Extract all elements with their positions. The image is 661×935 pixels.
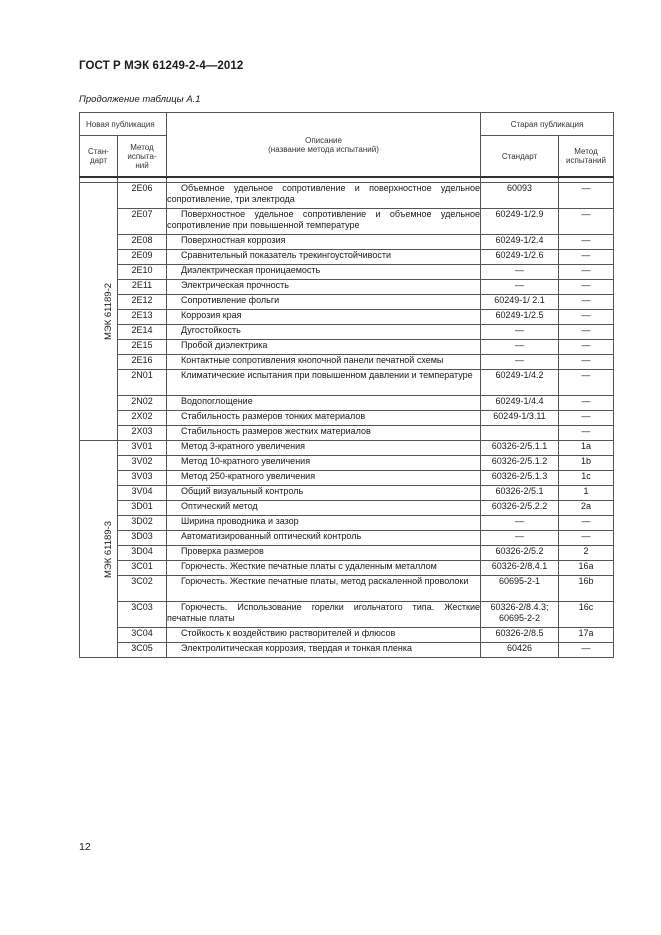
old-standard-cell: 60249-1/4.2: [481, 370, 559, 396]
table-row: [80, 456, 614, 471]
method-code-cell: 3V01: [118, 441, 167, 456]
table-row: [80, 295, 614, 310]
old-standard-cell: 60326-2/5.2.2: [481, 501, 559, 516]
description-cell: Дугостойкость: [167, 325, 481, 340]
old-standard-cell: 60426: [481, 643, 559, 658]
table-row: [80, 310, 614, 325]
description-cell: Пробой диэлектрика: [167, 340, 481, 355]
method-code-cell: 3C05: [118, 643, 167, 658]
method-code-cell: 2E09: [118, 250, 167, 265]
table-row: [80, 355, 614, 370]
old-method-cell: 2a: [559, 501, 614, 516]
old-method-cell: —: [559, 355, 614, 370]
description-cell: Контактные сопротивления кнопочной панели печатной схемы: [167, 355, 481, 370]
method-code-cell: 3D03: [118, 531, 167, 546]
description-cell: Диэлектрическая проницаемость: [167, 265, 481, 280]
description-cell: Стойкость к воздействию растворителей и флюсов: [167, 628, 481, 643]
group-standard-label: МЭК 61189-2: [103, 282, 115, 341]
old-method-cell: —: [559, 426, 614, 441]
old-method-cell: 16c: [559, 602, 614, 628]
description-cell: Метод 250-кратного увеличения: [167, 471, 481, 486]
method-code-cell: 3C03: [118, 602, 167, 628]
header-standard-new: Стан- дарт: [80, 136, 118, 178]
description-cell: Метод 10-кратного увеличения: [167, 456, 481, 471]
table-row: [80, 340, 614, 355]
group-standard-cell: [80, 183, 118, 441]
table-row: [80, 486, 614, 501]
table-row: [80, 280, 614, 295]
table-row: [80, 426, 614, 441]
old-standard-cell: 60695-2-1: [481, 576, 559, 602]
table-row: [80, 250, 614, 265]
method-code-cell: 3D02: [118, 516, 167, 531]
group-standard-cell: [80, 441, 118, 658]
old-standard-cell: 60326-2/5.1.3: [481, 471, 559, 486]
table-row: [80, 561, 614, 576]
description-cell: Метод 3-кратного увеличения: [167, 441, 481, 456]
table-row: [80, 396, 614, 411]
old-method-cell: —: [559, 411, 614, 426]
old-method-cell: —: [559, 643, 614, 658]
description-cell: Стабильность размеров тонких материалов: [167, 411, 481, 426]
method-code-cell: 2E08: [118, 235, 167, 250]
method-code-cell: 2N02: [118, 396, 167, 411]
old-standard-cell: 60326-2/5.1: [481, 486, 559, 501]
old-method-cell: —: [559, 325, 614, 340]
old-standard-cell: 60249-1/2.6: [481, 250, 559, 265]
method-code-cell: 3V03: [118, 471, 167, 486]
table-row: [80, 235, 614, 250]
old-standard-cell: —: [481, 280, 559, 295]
table-row: [80, 501, 614, 516]
old-method-cell: —: [559, 531, 614, 546]
old-method-cell: —: [559, 295, 614, 310]
description-cell: Коррозия края: [167, 310, 481, 325]
description-cell: Поверхностное удельное сопротивление и объемное удельное сопротивление при повышенной температуре: [167, 209, 481, 235]
table-row: [80, 209, 614, 235]
description-cell: Объемное удельное сопротивление и поверхностное удельное сопротивление, три электрода: [167, 183, 481, 209]
old-standard-cell: [481, 426, 559, 441]
old-method-cell: 16a: [559, 561, 614, 576]
table-row: [80, 576, 614, 602]
header-standard-old: Стандарт: [481, 136, 559, 178]
old-method-cell: —: [559, 235, 614, 250]
old-standard-cell: 60249-1/3.11: [481, 411, 559, 426]
old-method-cell: —: [559, 516, 614, 531]
page-number: 12: [79, 841, 91, 853]
method-code-cell: 2E16: [118, 355, 167, 370]
table-row: [80, 471, 614, 486]
method-code-cell: 2E14: [118, 325, 167, 340]
description-cell: Горючесть. Жесткие печатные платы, метод раскаленной проволоки: [167, 576, 481, 602]
table-row: [80, 183, 614, 209]
old-standard-cell: —: [481, 355, 559, 370]
method-code-cell: 2E07: [118, 209, 167, 235]
method-code-cell: 2X03: [118, 426, 167, 441]
method-code-cell: 2N01: [118, 370, 167, 396]
table-row: [80, 265, 614, 280]
table-row: [80, 441, 614, 456]
old-method-cell: —: [559, 265, 614, 280]
description-cell: Сравнительный показатель трекингоустойчивости: [167, 250, 481, 265]
old-standard-cell: —: [481, 340, 559, 355]
old-standard-cell: 60249-1/4.4: [481, 396, 559, 411]
description-cell: Сопротивление фольги: [167, 295, 481, 310]
old-method-cell: 1a: [559, 441, 614, 456]
old-method-cell: 1c: [559, 471, 614, 486]
method-code-cell: 2E12: [118, 295, 167, 310]
old-standard-cell: 60249-1/ 2.1: [481, 295, 559, 310]
old-standard-cell: 60249-1/2.4: [481, 235, 559, 250]
table-row: [80, 643, 614, 658]
description-cell: Горючесть. Использование горелки игольчатого типа. Жесткие печатные платы: [167, 602, 481, 628]
old-method-cell: —: [559, 183, 614, 209]
description-cell: Горючесть. Жесткие печатные платы с удаленным металлом: [167, 561, 481, 576]
old-standard-cell: —: [481, 265, 559, 280]
old-standard-cell: 60326-2/5.1.2: [481, 456, 559, 471]
old-method-cell: —: [559, 250, 614, 265]
old-method-cell: —: [559, 370, 614, 396]
method-code-cell: 3C01: [118, 561, 167, 576]
method-code-cell: 3C02: [118, 576, 167, 602]
table-row: [80, 325, 614, 340]
old-method-cell: —: [559, 310, 614, 325]
header-old-publication: Старая публикация: [481, 113, 614, 136]
old-method-cell: 1b: [559, 456, 614, 471]
old-standard-cell: —: [481, 531, 559, 546]
header-test-method-old: Метод испытаний: [559, 136, 614, 178]
old-standard-cell: 60326-2/5.2: [481, 546, 559, 561]
old-standard-cell: 60249-1/2.9: [481, 209, 559, 235]
table-row: [80, 628, 614, 643]
old-standard-cell: 60249-1/2.5: [481, 310, 559, 325]
method-code-cell: 2E06: [118, 183, 167, 209]
description-cell: Климатические испытания при повышенном давлении и температуре: [167, 370, 481, 396]
table-row: [80, 516, 614, 531]
description-cell: Стабильность размеров жестких материалов: [167, 426, 481, 441]
test-methods-table: [79, 112, 614, 658]
table-body: [80, 183, 614, 658]
method-code-cell: 3V02: [118, 456, 167, 471]
method-code-cell: 3D01: [118, 501, 167, 516]
old-standard-cell: 60326-2/8.4.3; 60695-2-2: [481, 602, 559, 628]
old-method-cell: —: [559, 280, 614, 295]
description-cell: Автоматизированный оптический контроль: [167, 531, 481, 546]
table-row: [80, 531, 614, 546]
old-method-cell: —: [559, 209, 614, 235]
description-cell: Электролитическая коррозия, твердая и тонкая пленка: [167, 643, 481, 658]
old-standard-cell: 60326-2/5.1.1: [481, 441, 559, 456]
table-row: [80, 370, 614, 396]
old-standard-cell: 60326-2/8.5: [481, 628, 559, 643]
old-method-cell: 17a: [559, 628, 614, 643]
header-description: Описание (название метода испытаний): [167, 113, 481, 178]
table-row: [80, 411, 614, 426]
method-code-cell: 2E10: [118, 265, 167, 280]
document-title: ГОСТ Р МЭК 61249-2-4—2012: [79, 60, 244, 72]
method-code-cell: 2E15: [118, 340, 167, 355]
old-method-cell: 2: [559, 546, 614, 561]
table-row: [80, 546, 614, 561]
group-standard-label: МЭК 61189-3: [103, 520, 115, 578]
old-method-cell: 1: [559, 486, 614, 501]
header-test-method-new: Метод испыта- ний: [118, 136, 167, 178]
table-caption: Продолжение таблицы А.1: [79, 94, 201, 105]
method-code-cell: 2E11: [118, 280, 167, 295]
method-code-cell: 3C04: [118, 628, 167, 643]
method-code-cell: 2E13: [118, 310, 167, 325]
old-standard-cell: —: [481, 325, 559, 340]
description-cell: Оптический метод: [167, 501, 481, 516]
description-cell: Электрическая прочность: [167, 280, 481, 295]
old-method-cell: —: [559, 396, 614, 411]
method-code-cell: 3V04: [118, 486, 167, 501]
method-code-cell: 3D04: [118, 546, 167, 561]
description-cell: Общий визуальный контроль: [167, 486, 481, 501]
method-code-cell: 2X02: [118, 411, 167, 426]
old-standard-cell: 60326-2/8.4.1: [481, 561, 559, 576]
description-cell: Водопоглощение: [167, 396, 481, 411]
old-standard-cell: 60093: [481, 183, 559, 209]
description-cell: Поверхностная коррозия: [167, 235, 481, 250]
old-method-cell: —: [559, 340, 614, 355]
old-method-cell: 16b: [559, 576, 614, 602]
description-cell: Ширина проводника и зазор: [167, 516, 481, 531]
old-standard-cell: —: [481, 516, 559, 531]
header-new-publication: Новая публикация: [80, 113, 167, 136]
table-row: [80, 602, 614, 628]
description-cell: Проверка размеров: [167, 546, 481, 561]
